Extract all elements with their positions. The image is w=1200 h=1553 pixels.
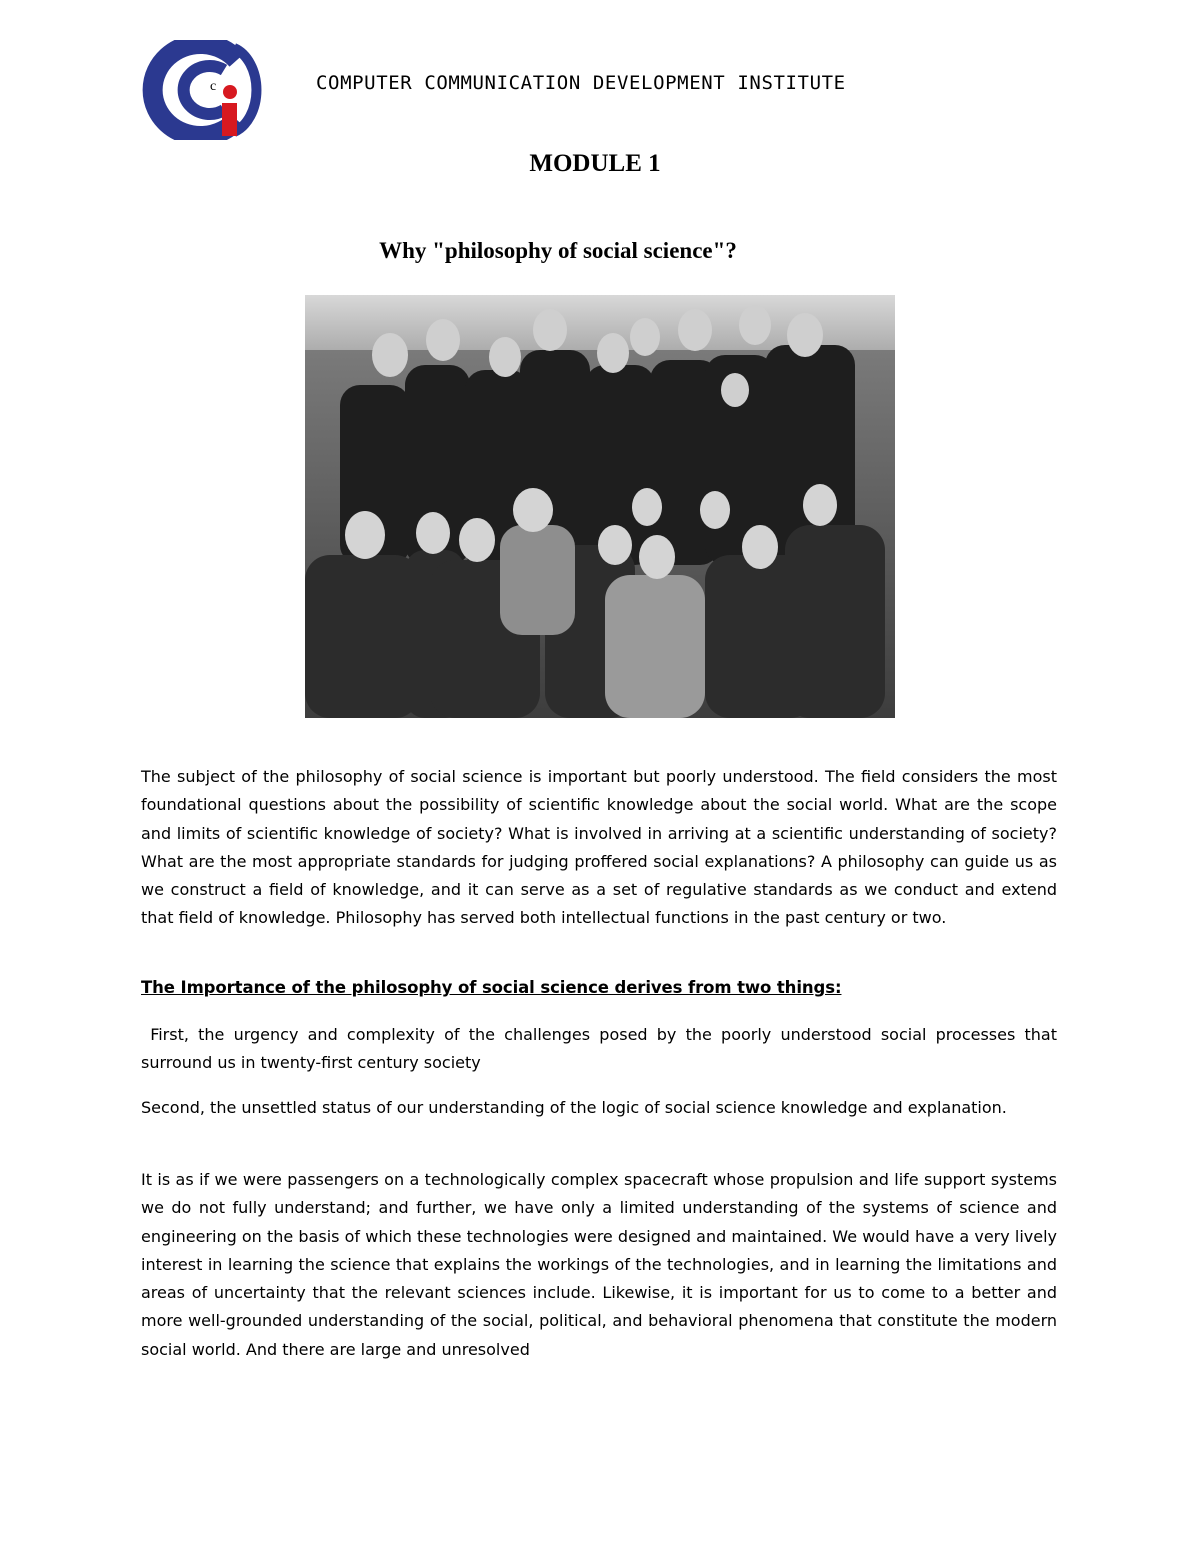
svg-text:c: c <box>210 79 217 94</box>
analogy-paragraph: It is as if we were passengers on a technologically complex spacecraft whose propulsion and life support systems we do not fully understand; and further, we have only a limited understanding of the systems of science and engineering on the basis of which these technologies were designed and maintained. We would have a very lively interest in learning the science that explains the workings of the technologies, and in learning the limitations and areas of uncertainty that the relevant sciences include. Likewise, it is important for us to come to a better and more well-grounded understanding of the social, political, and behavioral phenomena that constitute the modern social world. And there are large and unresolved <box>141 1170 1057 1359</box>
group-photo <box>305 295 895 718</box>
page-subtitle: Why "philosophy of social science"? <box>379 238 737 263</box>
first-reason-paragraph: First, the urgency and complexity of the challenges posed by the poorly understood social processes that surround us in twenty-first century society <box>141 1025 1057 1073</box>
institute-name: COMPUTER COMMUNICATION DEVELOPMENT INSTITUTE <box>316 72 846 94</box>
section-heading: The Importance of the philosophy of social science derives from two things: <box>141 978 842 997</box>
institute-logo <box>142 40 264 140</box>
second-reason-paragraph: Second, the unsettled status of our understanding of the logic of social science knowledge and explanation. <box>141 1098 1007 1117</box>
intro-paragraph: The subject of the philosophy of social science is important but poorly understood. The field considers the most foundational questions about the possibility of scientific knowledge about the social world. What are the scope and limits of scientific knowledge of society? What is involved in arriving at a scientific understanding of society? What are the most appropriate standards for judging proffered social explanations? A philosophy can guide us as we construct a field of knowledge, and it can serve as a set of regulative standards as we conduct and extend that field of knowledge. Philosophy has served both intellectual functions in the past century or two. <box>141 767 1057 928</box>
module-title: MODULE 1 <box>529 150 661 177</box>
